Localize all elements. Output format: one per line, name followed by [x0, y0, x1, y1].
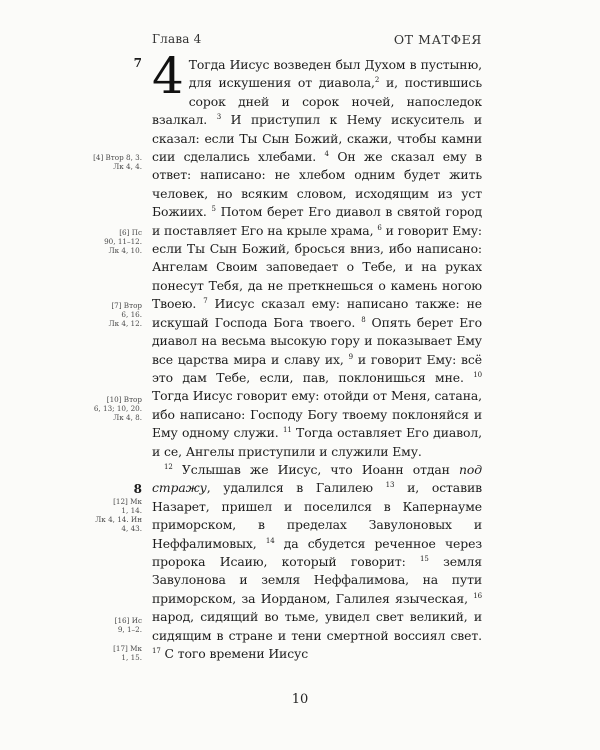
paragraph: $^{12}$ Услышав же Иисус, что Иоанн отдан под стражу, удалился в Галилею $^{13}$ и, оставив Назарет, пришел и поселился в Капернауме приморском, в пределах Завулоновых и Неффалимовых, $^{14}$ да сбудется реченное через пророка Исаию, который говорит: $^{15}$ земля Завулонова и земля Неффалимова, на пути приморском, за Иорданом, Галилея языческая, $^{16}$ народ, сидящий во тьме, увидел свет великий, и сидящим в стране и тени смертной воссиял свет. $^{17}$ С того времени Иисус [152, 461, 483, 661]
verse-text: Тогда оставляет Его диавол, и се, Ангелы приступили и служили Ему. [152, 425, 482, 459]
italic-phrase: под стражу [152, 461, 482, 496]
verse-text: С того времени Иисус [160, 646, 309, 661]
verse-text: Тогда Иисус возведен был Духом в пустыню, для искушения от диавола, [188, 57, 482, 91]
verse-text: , удалился в Галилею [206, 480, 373, 496]
paragraph: 4 Тогда Иисус возведен был Духом в пустыню, для искушения от диавола,$^2$ и, постившись сорок дней и сорок ночей, напоследок взалкал. $^3$ И приступил к Нему искуситель и сказал: если Ты Сын Божий, скажи, чтобы камни сии сделались хлебами. $^4$ Он же сказал ему в ответ: написано: не хлебом одним будет жить человек, но всяким словом, исходящим из уст Божиих. $^5$ Потом берет Его диавол в святой город и поставляет Его на крыле храма, $^6$ и говорит Ему: если Ты Сын Божий, бросься вниз, ибо написано: Ангелам Своим заповедает о Тебе, и на руках понесут Тебя, да не преткнешься о камень ногою Твоею. $^7$ Иисус сказал ему: написано также: не искушай Господа Бога твоего. $^8$ Опять берет Его диавол на весьма высокую гору и показывает Ему все царства мира и славу их, $^9$ и говорит Ему: всё это дам Тебе, если, пав, поклонишься мне. $^{10}$ Тогда Иисус говорит ему: отойди от Меня, сатана, ибо написано: Господу Богу твоему поклоняйся и Ему одному служи. $^{11}$ Тогда оставляет Его диавол, и се, Ангелы приступили и служили Ему. [152, 47, 483, 459]
verse-text: земля Завулонова и земля Неффалимова, на пути приморском, за Иорданом, Галилея языческая, [152, 553, 483, 606]
margin-reference: [12] Мк 1, 14. Лк 4, 14. Ин 4, 43. [95, 497, 142, 533]
verse-text: да сбудется реченное через пророка Исаию, который говорит: [152, 535, 483, 569]
verse-text: Тогда Иисус говорит ему: отойди от Меня, сатана, ибо написано: Господу Богу твоему поклоняйся и Ему одному служи. [152, 388, 482, 441]
margin-reference: [17] Мк 1, 15. [113, 644, 142, 662]
verse-text: и, оставив Назарет, пришел и поселился в Капернауме приморском, в пределах Завулоновых и Неффалимовых, [152, 480, 483, 551]
chapter-label: Глава 4 [152, 32, 202, 46]
margin-reference: [16] Ис 9, 1–2. [114, 616, 142, 634]
margin-reference: [6] Пс 90, 11–12. Лк 4, 10. [104, 228, 142, 255]
verse-text: и говорит Ему: если Ты Сын Божий, бросься вниз, ибо написано: Ангелам Своим заповедает о Тебе, и на руках понесут Тебя, да не преткнешься о камень ногою Твоею. [152, 222, 482, 312]
section-number: 8 [133, 482, 142, 496]
verse-text: Он же сказал ему в ответ: написано: не хлебом одним будет жить человек, но всяким словом, исходящим из уст Божиих. [152, 149, 483, 220]
verse-text: и говорит Ему: всё это дам Тебе, если, пав, поклонишься мне. [152, 351, 482, 385]
verse-text: народ, сидящий во тьме, увидел свет великий, и сидящим в стране и тени смертной воссиял свет. [152, 609, 482, 643]
verse-text: И приступил к Нему искуситель и сказал: если Ты Сын Божий, скажи, чтобы камни сии сделались хлебами. [152, 112, 483, 165]
verse-text: и, постившись сорок дней и сорок ночей, напоследок взалкал. [152, 75, 482, 128]
margin-reference: [7] Втор 6, 16. Лк 4, 12. [108, 301, 142, 328]
section-number: 7 [133, 56, 142, 70]
verse-text: Услышав же Иисус, что Иоанн отдан [172, 461, 459, 477]
verse-text: Потом берет Его диавол в святой город и поставляет Его на крыле храма, [152, 204, 483, 238]
margin-reference: [4] Втор 8, 3. Лк 4, 4. [93, 153, 142, 171]
running-header [152, 32, 482, 50]
margin-reference: [10] Втор 6, 13; 10, 20. Лк 4, 8. [93, 395, 142, 422]
book-title: ОТ МАТФЕЯ [393, 32, 482, 47]
scripture-text [152, 47, 483, 663]
verse-text: Иисус сказал ему: написано также: не искушай Господа Бога твоего. [152, 296, 482, 330]
verse-text: Опять берет Его диавол на весьма высокую гору и показывает Ему все царства мира и славу их, [152, 314, 482, 367]
chapter-drop-cap: 4 [152, 47, 184, 105]
page-number: 10 [291, 692, 309, 707]
